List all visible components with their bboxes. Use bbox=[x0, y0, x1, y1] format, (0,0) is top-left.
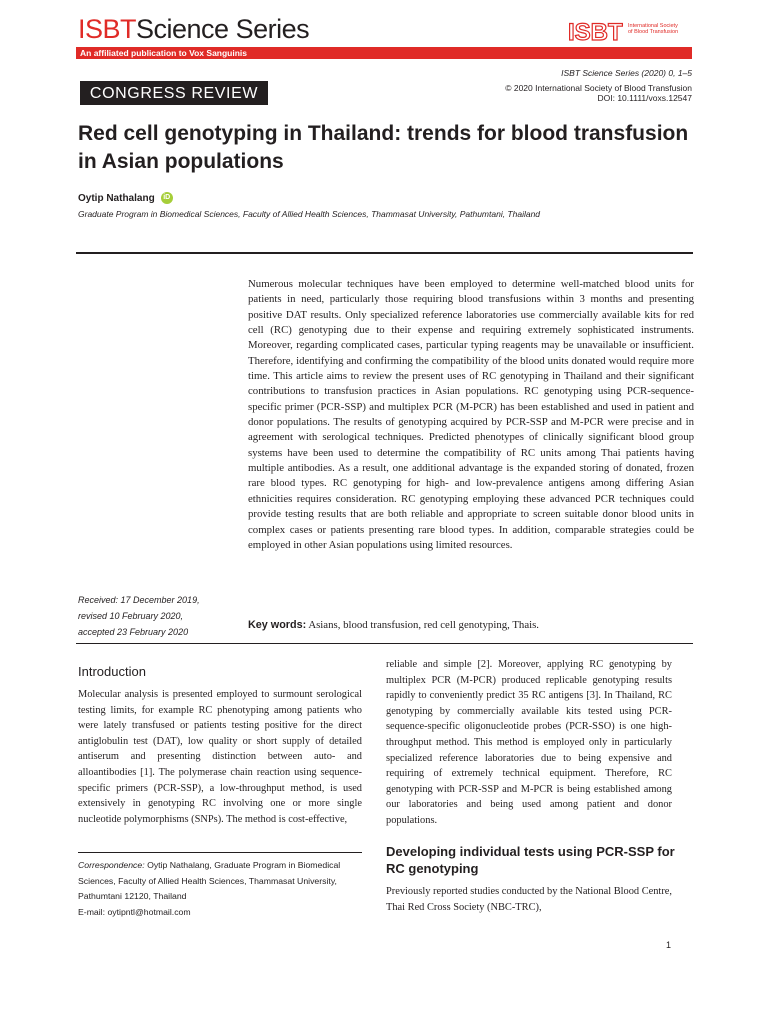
keywords bbox=[248, 619, 694, 631]
right-column-text: reliable and simple [2]. Moreover, applying RC genotyping by multiplex PCR (M-PCR) produced replicable genotyping results rapidly to conveniently predict 35 RC antigens [3]. In Thailand, RC genotyping by commercially available kits tested using PCR-sequence-specific oligonucleotide probes (PCR-SSO) is one high-throughput method. This method is employed only in particularly specialized reference laboratories due to being expensive and requiring of extremely technical equipment. Therefore, RC genotyping with PCR-SSP and M-PCR is being established among our laboratories and being used among patient and donor populations. bbox=[386, 659, 672, 826]
correspondence-block bbox=[78, 858, 362, 920]
abstract-rule bbox=[76, 643, 693, 644]
correspondence-line: Sciences, Faculty of Allied Health Sciences, Thammasat University, bbox=[78, 875, 337, 886]
journal-reference: ISBT Science Series (2020) 0, 1–5 bbox=[561, 68, 692, 78]
section-heading-introduction: Introduction bbox=[78, 664, 146, 679]
correspondence-line: Pathumtani 12120, Thailand bbox=[78, 891, 187, 902]
correspondence-email[interactable]: E-mail: oytipntl@hotmail.com bbox=[78, 906, 191, 917]
logo-subtext: International Society of Blood Transfusion bbox=[628, 23, 679, 35]
revised-date: revised 10 February 2020, bbox=[78, 611, 184, 621]
accepted-date: accepted 23 February 2020 bbox=[78, 627, 189, 637]
developing-tests-text: Previously reported studies conducted by the National Blood Centre, Thai Red Cross Society (NBC-TRC), bbox=[386, 886, 672, 913]
copyright-line: © 2020 International Society of Blood Transfusion bbox=[505, 83, 692, 93]
page-number: 1 bbox=[666, 940, 672, 950]
keywords-label: Key words: bbox=[248, 619, 307, 631]
article-title: Red cell genotyping in Thailand: trends for blood transfusion in Asian populations bbox=[78, 122, 689, 173]
brand-science-series: Science Series bbox=[136, 14, 310, 44]
copyright-block bbox=[505, 83, 692, 103]
author-line bbox=[78, 192, 173, 204]
orcid-icon[interactable]: iD bbox=[161, 192, 173, 204]
review-type-banner: CONGRESS REVIEW bbox=[80, 81, 268, 105]
isbt-logo bbox=[566, 18, 692, 46]
correspondence-line: Correspondence: Oytip Nathalang, Graduate Program in Biomedical bbox=[78, 860, 341, 870]
introduction-text: Molecular analysis is presented employed to surmount serological testing limits, for example RC phenotyping among patients who were lately transfused or patients testing positive for the direct antiglobulin test (DAT), low quality or short supply of detailed antiserum and presenting distinction between auto- and alloantibodies [1]. The polymerase chain reaction using sequence-specific primers (PCR-SSP), a low-throughput method, is used extensively in genotyping RC involving one or more single nucleotide polymorphisms (SNPs). The method is cost-effective, bbox=[78, 689, 362, 825]
doi-line: DOI: 10.1111/voxs.12547 bbox=[597, 93, 692, 103]
series-brand bbox=[78, 14, 309, 45]
author-affiliation: Graduate Program in Biomedical Sciences, Faculty of Allied Health Sciences, Thammasat University, Pathumtani, Thailand bbox=[78, 209, 541, 219]
author-name: Oytip Nathalang bbox=[78, 192, 155, 204]
correspondence-rule bbox=[78, 852, 362, 853]
brand-isbt: ISBT bbox=[78, 14, 137, 44]
received-date: Received: 17 December 2019, bbox=[78, 595, 200, 605]
abstract-text: Numerous molecular techniques have been employed to determine well-matched blood units for patients in need, particularly those requiring blood transfusions within 3 months and presenting positive DAT results. Only specialized reference laboratories use commercially available kits for red cell (RC) genotyping due to their expense and requiring extremely sophisticated instruments. Moreover, regarding complicated cases, particular typing reagents may be unavailable or insufficient. Therefore, identifying and confirming the compatibility of the blood units donated would require more time. This article aims to review the present uses of RC genotyping in Thailand and their significant contributions to transfusion practices in Asian populations. RC genotyping using PCR-sequence-specific primer (PCR-SSP) and multiplex PCR (M-PCR) has been established and used in patient and donor populations. The results of genotyping acquired by PCR-SSP and M-PCR were precise and in agreement with serological techniques. Predicted phenotypes of clinically significant blood group systems have been used to determine the compatibility of RC units among Thai patients having multiple antibodies. As a result, one additional advantage is the expanded storing of donated, frozen rare blood types. RC genotyping for high- and low-prevalence antigens among differing Asian ethnicities requires consideration. RC genotyping employing these advanced PCR techniques could provide testing results that are both reliable and appropriate to screen suitable donor blood units in complex cases or patients presenting rare blood types. In addition, comparable strategies could be employed in other Asian populations using limited resources. bbox=[248, 278, 694, 551]
article-dates bbox=[78, 592, 200, 640]
logo-mark: ISBT bbox=[568, 19, 623, 46]
keywords-list: Asians, blood transfusion, red cell genotyping, Thais. bbox=[308, 619, 540, 631]
header-rule bbox=[76, 252, 693, 254]
section-heading-developing-tests: Developing individual tests using PCR-SSP for RC genotyping bbox=[386, 844, 675, 876]
affiliation-bar-text: An affiliated publication to Vox Sanguinis bbox=[80, 48, 248, 58]
